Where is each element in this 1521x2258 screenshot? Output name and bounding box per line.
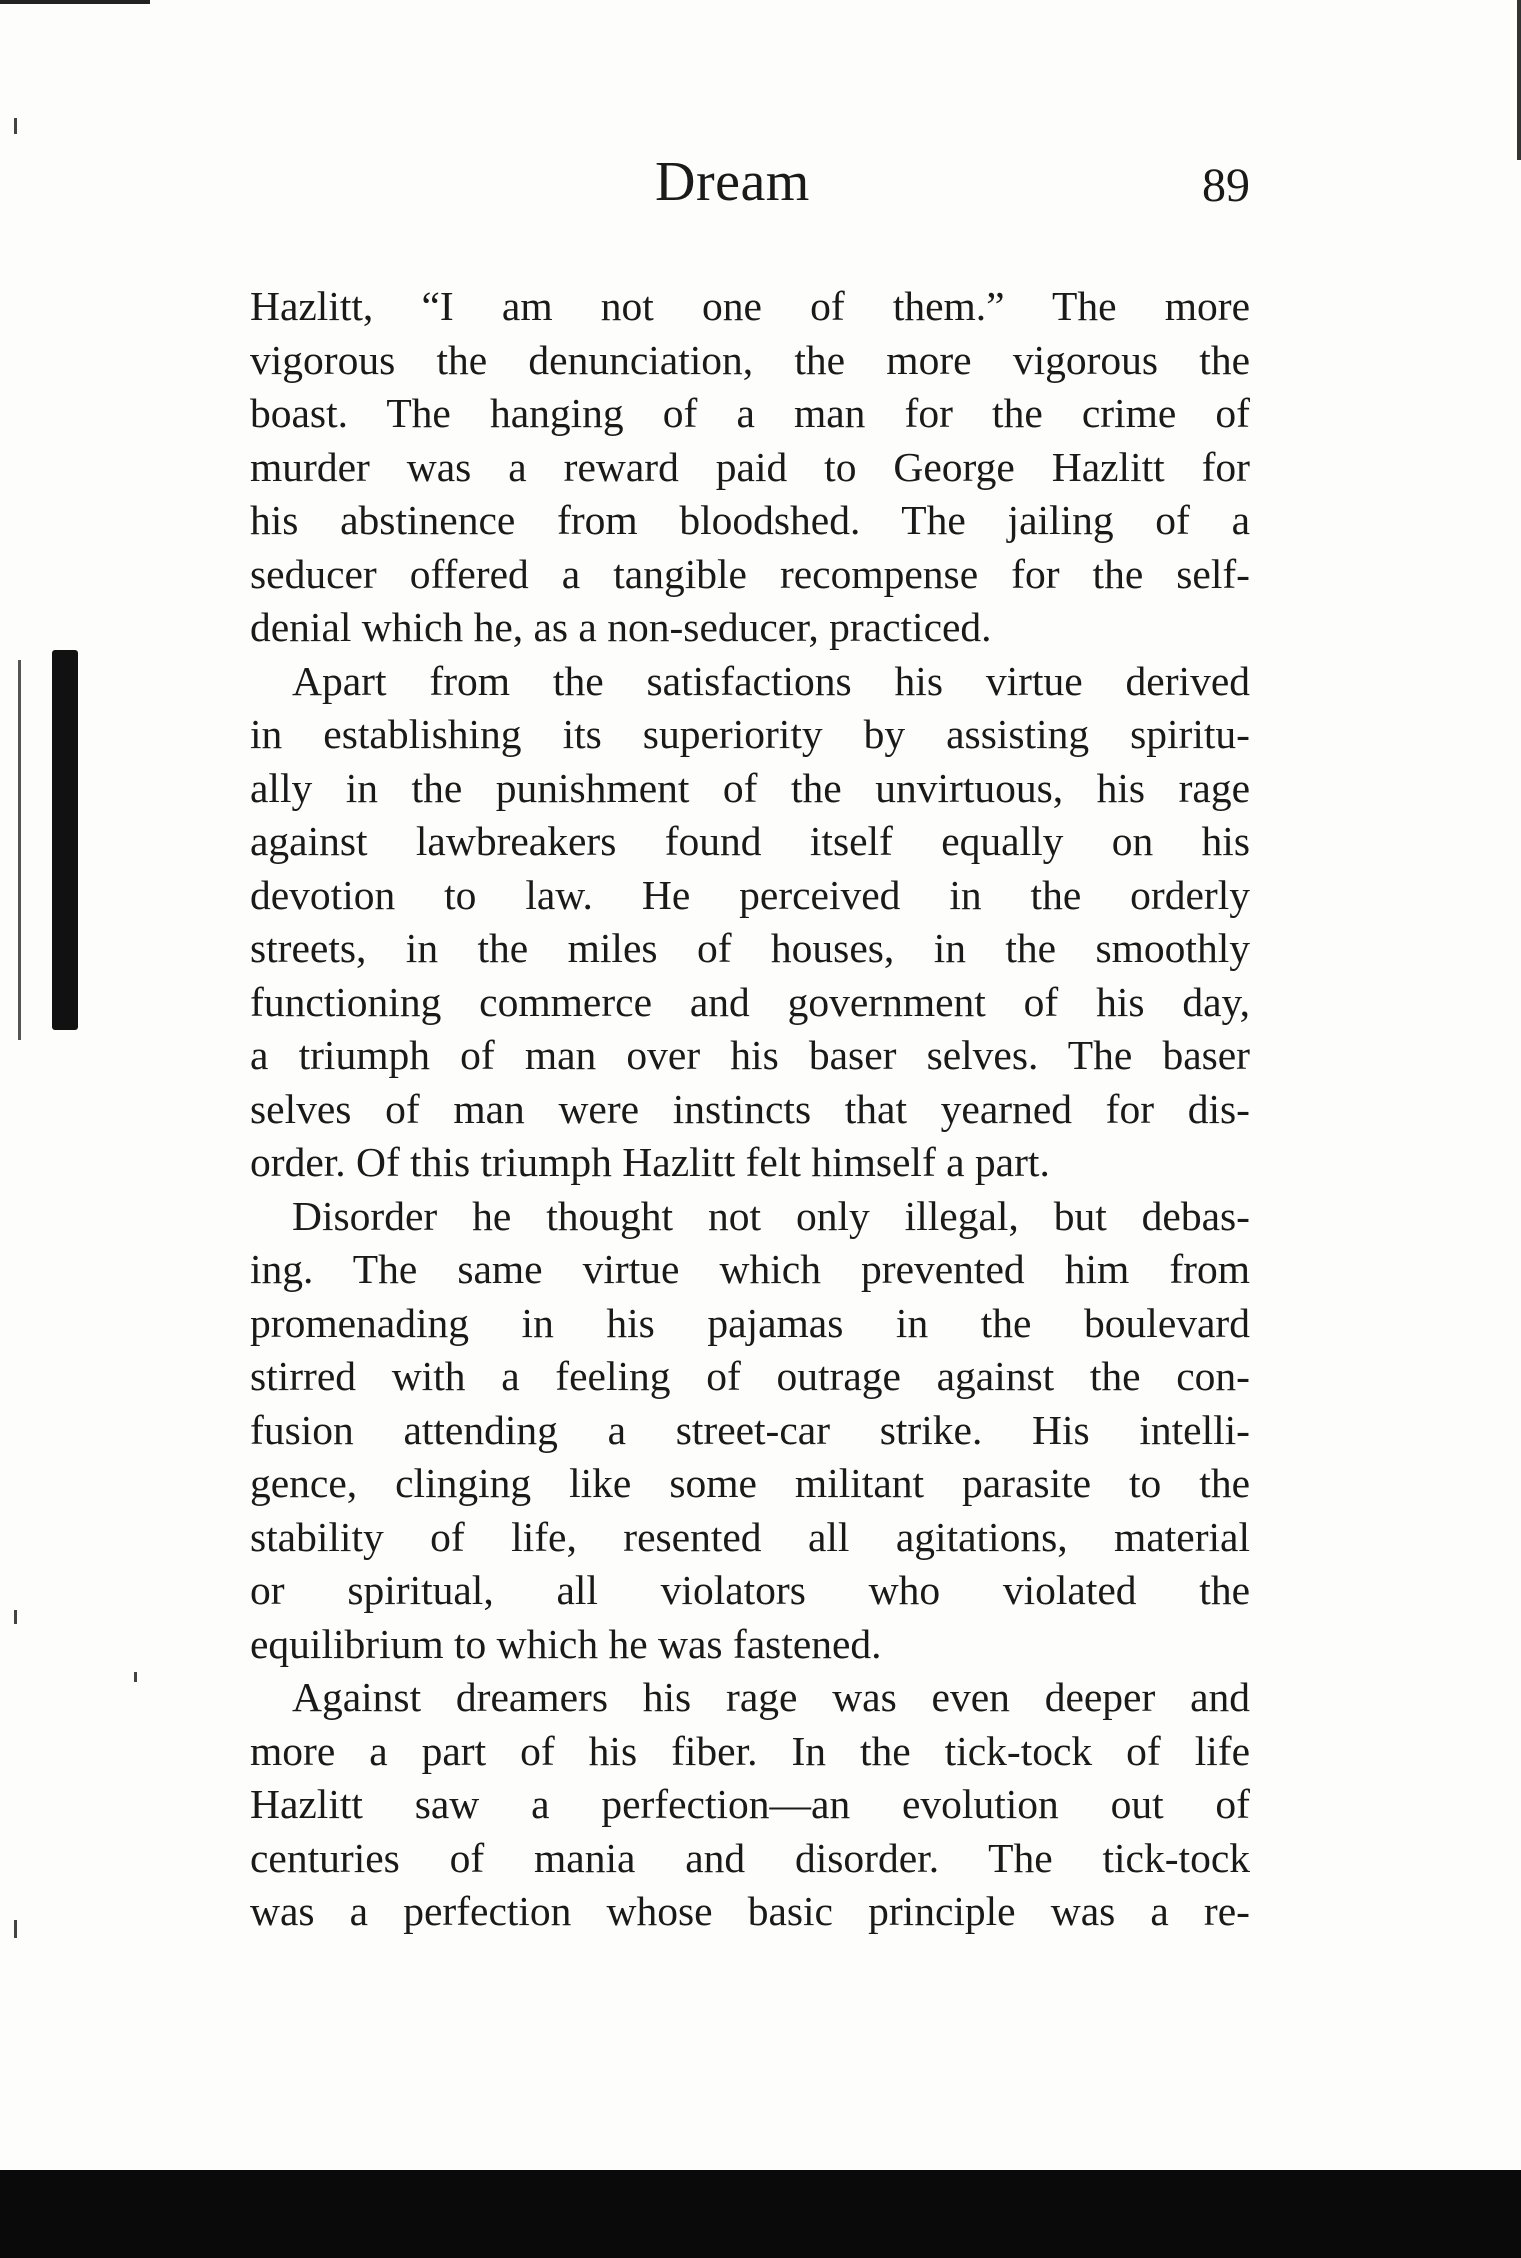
text-line: selves of man were instincts that yearned for dis- [250, 1085, 1250, 1132]
scan-edge-mark [1517, 0, 1521, 160]
running-head [250, 150, 1250, 220]
text-line: denial which he, as a non-seducer, practiced. [250, 604, 992, 650]
running-title: Dream [655, 151, 810, 213]
text-line: devotion to law. He perceived in the orderly [250, 871, 1250, 918]
text-line: equilibrium to which he was fastened. [250, 1620, 882, 1667]
binding-shadow [52, 650, 78, 1030]
text-line: Hazlitt, “I am not one of them.” The more [250, 283, 1250, 329]
scan-speck [14, 1920, 17, 1938]
text-line: streets, in the miles of houses, in the smoothly [250, 925, 1250, 971]
scan-speck [14, 118, 17, 134]
text-line: vigorous the denunciation, the more vigorous the [250, 336, 1250, 383]
text-line: stability of life, resented all agitations, material [250, 1513, 1250, 1560]
text-line: Apart from the satisfactions his virtue derived [292, 657, 1250, 704]
page-number: 89 [1202, 159, 1250, 212]
text-line: Against dreamers his rage was even deeper and [292, 1674, 1250, 1720]
body-text [250, 280, 1250, 1939]
text-line: centuries of mania and disorder. The tick-tock [250, 1834, 1250, 1881]
text-line: or spiritual, all violators who violated the [250, 1567, 1250, 1613]
text-line: murder was a reward paid to George Hazlitt for [250, 443, 1250, 490]
scan-speck [134, 1672, 137, 1682]
scan-speck [14, 1610, 17, 1624]
text-line: ally in the punishment of the unvirtuous, his rage [250, 764, 1250, 811]
scan-edge-mark [0, 0, 150, 4]
binding-shadow [18, 660, 21, 1040]
text-line: functioning commerce and government of his day, [250, 978, 1250, 1025]
text-line: his abstinence from bloodshed. The jailing of a [250, 497, 1250, 543]
text-line: seducer offered a tangible recompense for the self- [250, 550, 1250, 597]
text-line: stirred with a feeling of outrage against the con- [250, 1353, 1250, 1399]
text-line: in establishing its superiority by assisting spiritu- [250, 711, 1250, 757]
text-line: more a part of his fiber. In the tick-tock of life [250, 1727, 1250, 1774]
text-line: a triumph of man over his baser selves. The baser [250, 1032, 1250, 1078]
text-line: was a perfection whose basic principle was a re- [250, 1888, 1250, 1934]
scan-bottom-edge [0, 2170, 1521, 2258]
text-line: order. Of this triumph Hazlitt felt himself a part. [250, 1139, 1050, 1185]
text-line: against lawbreakers found itself equally on his [250, 818, 1250, 864]
text-line: Hazlitt saw a perfection—an evolution out of [250, 1781, 1250, 1827]
text-line: promenading in his pajamas in the boulevard [250, 1299, 1250, 1346]
text-line: boast. The hanging of a man for the crime of [250, 390, 1250, 436]
text-line: ing. The same virtue which prevented him from [250, 1246, 1250, 1292]
text-line: gence, clinging like some militant parasite to the [250, 1460, 1250, 1506]
text-line: Disorder he thought not only illegal, but debas- [292, 1192, 1250, 1239]
text-line: fusion attending a street-car strike. His intelli- [250, 1406, 1250, 1453]
